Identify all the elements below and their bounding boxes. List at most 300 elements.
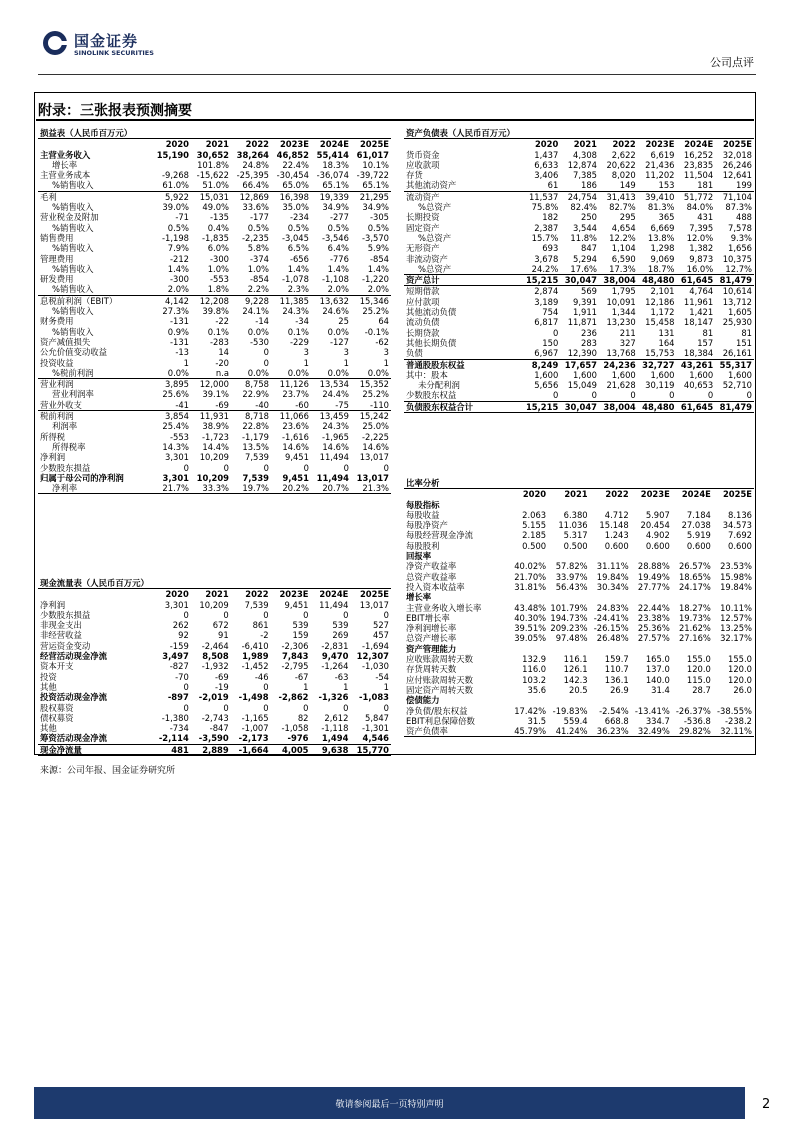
row-value: 0 xyxy=(343,702,349,713)
table-row xyxy=(38,180,391,191)
row-value: 0 xyxy=(669,390,675,401)
row-value: 19.49% xyxy=(637,571,670,582)
table-row xyxy=(38,442,391,452)
row-value: 10,091 xyxy=(606,296,636,307)
row-value: -38.55% xyxy=(717,705,752,716)
row-value: 5.907 xyxy=(645,509,670,520)
table-row xyxy=(404,530,754,540)
year-label: 2023E xyxy=(279,589,309,600)
row-value: 9,470 xyxy=(321,651,349,662)
row-value: 0.5% xyxy=(287,222,309,233)
table-row xyxy=(38,630,391,640)
row-value: -1,965 xyxy=(321,431,349,442)
row-value: 38,004 xyxy=(599,275,638,286)
row-value: 12.2% xyxy=(609,232,636,243)
row-value: 9,069 xyxy=(650,253,675,264)
row-value: 25.4% xyxy=(162,421,190,432)
row-value: 12,000 xyxy=(191,379,231,390)
row-value: 754 xyxy=(542,307,559,318)
ratio-analysis-table xyxy=(404,478,754,737)
row-value: 0 xyxy=(383,609,389,620)
row-value: 9,451 xyxy=(282,472,309,483)
table-row xyxy=(404,348,754,359)
row-value: 295 xyxy=(619,212,636,223)
table-row xyxy=(38,682,391,692)
row-value: 150 xyxy=(542,337,559,348)
row-value: 26.57% xyxy=(678,561,711,572)
row-label: 营运资金变动 xyxy=(40,640,91,651)
row-value: 0.600 xyxy=(728,540,752,551)
row-value: 334.7 xyxy=(645,715,670,726)
row-value: -39,722 xyxy=(356,170,389,181)
table-row xyxy=(404,520,754,530)
row-value: 45.79% xyxy=(508,726,549,737)
table-row xyxy=(404,160,754,170)
row-label: EBIT增长率 xyxy=(406,612,450,623)
row-value: 23.53% xyxy=(720,561,752,572)
row-value: 0.0% xyxy=(327,326,349,337)
table-row xyxy=(404,317,754,327)
row-value: 0.600 xyxy=(645,540,670,551)
row-value: 40.02% xyxy=(514,561,547,572)
row-value: 6,619 xyxy=(650,149,675,160)
row-value: -1,030 xyxy=(362,661,389,672)
row-value: 43.48% xyxy=(514,602,547,613)
row-value: 10.1% xyxy=(362,159,389,170)
table-row xyxy=(404,541,754,551)
row-value: 3 xyxy=(343,347,349,358)
row-value xyxy=(713,592,754,602)
row-value: 4,764 xyxy=(689,286,714,297)
row-value: -9,268 xyxy=(162,170,190,181)
row-label: 税前利润 xyxy=(38,411,151,422)
row-value: 15,352 xyxy=(351,379,391,390)
table-row xyxy=(404,675,754,685)
row-value: 18,384 xyxy=(683,348,714,359)
row-value: 22.9% xyxy=(242,389,269,400)
table-row xyxy=(38,473,391,483)
row-value: 51,772 xyxy=(676,191,715,202)
row-value: 24,754 xyxy=(560,191,599,202)
row-value: -3,546 xyxy=(321,232,349,243)
row-label: %销售收入 xyxy=(52,222,94,233)
row-value: 11,494 xyxy=(319,452,349,463)
row-value: -13 xyxy=(175,347,190,358)
row-value: 2.3% xyxy=(287,284,309,295)
year-label: 2020 xyxy=(165,139,190,150)
year-row xyxy=(404,489,754,500)
row-value: -1,326 xyxy=(318,692,349,703)
row-value: 22.4% xyxy=(282,159,309,170)
row-label: 非流动资产 xyxy=(406,253,448,264)
row-value: 668.8 xyxy=(604,715,629,726)
row-label: 货币资金 xyxy=(406,149,440,160)
row-value: 132.9 xyxy=(522,654,547,665)
row-value: 23.38% xyxy=(637,612,670,623)
row-value: 847 xyxy=(581,243,598,254)
row-value: 43,261 xyxy=(676,359,715,370)
row-value: -75 xyxy=(335,399,349,410)
row-label: 息税前利润（EBIT） xyxy=(38,295,151,306)
row-value: 11,066 xyxy=(271,411,311,422)
row-value: 1.4% xyxy=(287,263,309,274)
table-row xyxy=(38,723,391,733)
row-label: 每股经营现金净流 xyxy=(406,530,473,541)
row-value: 17.3% xyxy=(609,263,636,274)
row-value: 1,911 xyxy=(573,307,598,318)
row-value: 2,101 xyxy=(650,286,675,297)
row-value: 1,989 xyxy=(242,651,269,662)
table-row xyxy=(404,264,754,275)
row-value: 1,494 xyxy=(321,733,349,744)
table-header-row xyxy=(404,478,754,489)
appendix-title: 附录：三张报表预测摘要 xyxy=(38,103,192,119)
row-value: -36,074 xyxy=(316,170,349,181)
row-value: 1.243 xyxy=(604,530,629,541)
row-value: 25,930 xyxy=(722,317,752,328)
row-value: 18,147 xyxy=(683,317,714,328)
row-value: 0 xyxy=(183,462,190,473)
year-row xyxy=(38,589,391,600)
row-value: 9,451 xyxy=(284,599,309,610)
row-value: -60 xyxy=(295,399,309,410)
table-row xyxy=(38,400,391,411)
row-value: 92 xyxy=(178,630,189,641)
row-value: -3,045 xyxy=(281,232,309,243)
row-value: -19 xyxy=(215,681,229,692)
row-value: 9,228 xyxy=(231,295,271,306)
year-label: 2020 xyxy=(534,139,559,150)
table-row xyxy=(38,421,391,431)
row-value: 34.9% xyxy=(322,202,349,213)
row-value xyxy=(508,500,549,510)
row-value: 9,638 xyxy=(311,744,351,755)
table-row xyxy=(404,328,754,338)
row-value: 2.0% xyxy=(367,284,389,295)
row-value: 21.7% xyxy=(151,483,191,494)
row-value: -3,590 xyxy=(198,733,229,744)
row-value: 0.1% xyxy=(207,326,229,337)
row-value: 0.500 xyxy=(563,540,588,551)
row-label: 净负债/股东权益 xyxy=(406,705,468,716)
row-value: 20.454 xyxy=(640,520,670,531)
row-label: 流动资产 xyxy=(404,191,522,202)
year-label: 2020 xyxy=(522,489,547,500)
row-value: -1,835 xyxy=(202,232,229,243)
row-value: 15.148 xyxy=(599,520,629,531)
row-value: 13,017 xyxy=(359,452,389,463)
row-value: 32.17% xyxy=(720,633,752,644)
row-value: 8,758 xyxy=(231,379,271,390)
row-value: 28.7 xyxy=(692,684,711,695)
row-value: 11,202 xyxy=(645,170,675,181)
table-row xyxy=(404,150,754,160)
row-value: 36.23% xyxy=(590,726,631,737)
table-row xyxy=(404,390,754,401)
row-value: 155.0 xyxy=(728,654,752,665)
row-value: 120.0 xyxy=(728,674,752,685)
row-value: -24.41% xyxy=(593,612,629,623)
row-value: 1.8% xyxy=(207,284,229,295)
row-value: 5.317 xyxy=(563,530,588,541)
row-value: 5.9% xyxy=(367,243,389,254)
row-label: 每股股利 xyxy=(406,540,440,551)
row-value: 27.038 xyxy=(681,520,711,531)
row-value: 1.0% xyxy=(207,263,229,274)
row-value: 9.3% xyxy=(730,232,752,243)
row-value: 27.16% xyxy=(678,633,711,644)
row-value: 5,847 xyxy=(365,712,389,723)
row-value: 87.3% xyxy=(725,202,752,213)
logo-text-en: SINOLINK SECURITIES xyxy=(74,49,154,57)
row-value xyxy=(631,695,672,705)
row-value: 91 xyxy=(218,630,229,641)
row-value: 0.0% xyxy=(247,367,269,378)
row-value: 11,126 xyxy=(271,379,311,390)
row-label: 增长率 xyxy=(406,592,432,603)
table-row xyxy=(404,633,754,643)
table-row xyxy=(38,651,391,661)
row-label: 负债 xyxy=(406,348,423,359)
row-value: 3,406 xyxy=(534,170,559,181)
row-label: 营业利润率 xyxy=(52,389,94,400)
year-label: 2023E xyxy=(645,139,675,150)
row-value: 33.3% xyxy=(191,483,231,494)
row-value: 39.0% xyxy=(162,202,190,213)
year-label: 2025E xyxy=(722,139,752,150)
row-value: 13,534 xyxy=(311,379,351,390)
row-value: 16.0% xyxy=(686,263,714,274)
year-label: 2020 xyxy=(165,589,189,600)
row-value: 1 xyxy=(303,357,309,368)
table-row xyxy=(38,368,391,379)
row-label: 研发费用 xyxy=(40,274,74,285)
row-value: 0.0% xyxy=(167,367,190,378)
row-value: 13,768 xyxy=(606,348,636,359)
row-value: 0.0% xyxy=(367,367,389,378)
row-value: 159.7 xyxy=(604,654,629,665)
row-value: 861 xyxy=(252,620,269,631)
row-value: 49.0% xyxy=(202,202,229,213)
row-label: 总资产收益率 xyxy=(406,571,457,582)
row-value: 24.83% xyxy=(596,602,629,613)
row-value: 39.8% xyxy=(202,306,229,317)
table-row xyxy=(38,379,391,390)
row-value xyxy=(508,644,549,654)
year-label: 2021 xyxy=(573,139,598,150)
row-value: 65.0% xyxy=(282,180,309,191)
row-value: -1,380 xyxy=(161,712,189,723)
table-row xyxy=(404,613,754,623)
row-value: 31.5 xyxy=(527,715,547,726)
row-label: 净利率 xyxy=(38,483,151,494)
row-value: 4,308 xyxy=(573,149,598,160)
balance-sheet-table xyxy=(404,128,754,413)
row-value: -19.83% xyxy=(552,705,588,716)
row-value: 19.84% xyxy=(720,581,752,592)
row-value: 12,307 xyxy=(356,651,389,662)
row-value: 14 xyxy=(218,347,229,358)
table-row xyxy=(38,389,391,399)
row-value: 81 xyxy=(741,327,752,338)
row-value: -656 xyxy=(289,253,309,264)
row-value: 672 xyxy=(212,620,229,631)
row-value: 569 xyxy=(581,286,598,297)
row-value: 5,922 xyxy=(151,191,191,202)
row-label: 净利润 xyxy=(40,452,66,463)
row-value: -1,118 xyxy=(321,723,349,734)
row-value: 0.4% xyxy=(207,222,229,233)
row-label: 其他 xyxy=(40,723,57,734)
row-value: 81.3% xyxy=(647,202,675,213)
row-value: 19.7% xyxy=(231,483,271,494)
row-value: 18.27% xyxy=(678,602,711,613)
row-value: 0 xyxy=(263,609,269,620)
row-value: 39.1% xyxy=(202,389,229,400)
row-value: n.a xyxy=(215,367,229,378)
row-value: 24.4% xyxy=(322,389,349,400)
row-value: 0 xyxy=(263,347,269,358)
row-value: 1,600 xyxy=(611,369,636,380)
table-row xyxy=(38,150,391,160)
table-row xyxy=(38,641,391,651)
row-value: 6.380 xyxy=(563,509,588,520)
row-value: 0 xyxy=(707,390,714,401)
row-value xyxy=(713,500,754,510)
row-value: -131 xyxy=(170,336,190,347)
row-value xyxy=(590,592,631,602)
row-value: -2,862 xyxy=(278,692,309,703)
row-label: 存货 xyxy=(406,170,423,181)
row-value: -0.1% xyxy=(364,326,389,337)
row-value: 55,414 xyxy=(316,149,349,160)
row-value: 0 xyxy=(303,702,309,713)
row-value: -553 xyxy=(170,431,190,442)
row-value: 0.5% xyxy=(367,222,389,233)
row-value: 0 xyxy=(263,462,269,473)
row-value: -1,058 xyxy=(281,723,309,734)
row-value xyxy=(631,500,672,510)
row-value: 8.136 xyxy=(728,509,752,520)
row-value: 1 xyxy=(343,357,349,368)
year-label: 2025E xyxy=(359,139,389,150)
row-value: 0.5% xyxy=(167,222,190,233)
row-value: 32.11% xyxy=(713,726,754,737)
row-value: 236 xyxy=(581,327,598,338)
row-value: 131 xyxy=(658,327,675,338)
row-value: 4,654 xyxy=(611,222,636,233)
row-value: 1,600 xyxy=(573,369,598,380)
row-value: 15,458 xyxy=(645,317,675,328)
row-value: 56.43% xyxy=(555,581,588,592)
row-value: 116.0 xyxy=(522,664,547,675)
row-value: 84.0% xyxy=(686,202,714,213)
row-value: -1,932 xyxy=(201,661,229,672)
year-label: 2025E xyxy=(359,589,389,600)
row-value: 3 xyxy=(303,347,309,358)
table-row xyxy=(38,264,391,274)
row-value: 26.48% xyxy=(596,633,629,644)
row-value: 0 xyxy=(630,390,636,401)
row-value: 0.5% xyxy=(247,222,269,233)
table-row xyxy=(404,510,754,520)
row-value: -536.8 xyxy=(683,715,711,726)
row-label: 销售费用 xyxy=(40,232,74,243)
row-value: 116.1 xyxy=(563,654,588,665)
row-value: 262 xyxy=(172,620,189,631)
year-label: 2025E xyxy=(722,489,752,500)
row-value: 27.57% xyxy=(637,633,670,644)
row-value: 11,961 xyxy=(683,296,714,307)
table-row xyxy=(38,358,391,368)
row-value: 32,727 xyxy=(638,359,677,370)
row-value: 57.82% xyxy=(555,561,588,572)
row-value: 0.1% xyxy=(287,326,309,337)
table-row xyxy=(38,254,391,264)
table-row xyxy=(38,233,391,243)
row-value: 1,795 xyxy=(611,286,636,297)
row-label: 主营业务收入 xyxy=(40,149,91,160)
row-value: 9,873 xyxy=(689,253,714,264)
table-row xyxy=(38,703,391,713)
row-label: 固定资产周转天数 xyxy=(406,684,473,695)
row-value: 4,005 xyxy=(271,744,311,755)
row-value: 30,652 xyxy=(196,149,229,160)
year-label: 2023E xyxy=(279,139,309,150)
row-value: 97.48% xyxy=(555,633,588,644)
table-row xyxy=(404,170,754,180)
row-value: -2,831 xyxy=(321,640,349,651)
row-label: 少数股东权益 xyxy=(406,390,457,401)
row-value: -25,395 xyxy=(236,170,269,181)
row-label: 应收账款周转天数 xyxy=(406,654,473,665)
row-value: 1,421 xyxy=(689,307,714,318)
row-value: 7,539 xyxy=(245,452,269,463)
row-value: 48,480 xyxy=(638,401,677,412)
row-value: 1,605 xyxy=(728,307,752,318)
row-value: 22.44% xyxy=(637,602,670,613)
row-value: 13,632 xyxy=(311,295,351,306)
row-value: -69 xyxy=(215,671,229,682)
row-value: 140.0 xyxy=(645,674,670,685)
row-value: 5.919 xyxy=(686,530,711,541)
row-value: 7,395 xyxy=(689,222,714,233)
row-label: 投资活动现金净流 xyxy=(40,692,107,703)
row-value: 527 xyxy=(373,620,389,631)
row-value: 31,413 xyxy=(599,191,638,202)
row-value: 21.62% xyxy=(678,623,711,634)
row-value: 10,614 xyxy=(722,286,752,297)
table-row xyxy=(404,716,754,726)
row-label: 所得税 xyxy=(40,431,66,442)
row-label: 毛利 xyxy=(38,191,151,202)
row-value: 48,480 xyxy=(638,275,677,286)
row-value: 539 xyxy=(332,620,349,631)
row-value: 10,375 xyxy=(722,253,752,264)
table-row xyxy=(404,233,754,243)
row-label: 归属于母公司的净利润 xyxy=(40,472,124,483)
row-value: -15,622 xyxy=(196,170,229,181)
row-value: 4.712 xyxy=(604,509,629,520)
row-value: 5.8% xyxy=(247,243,269,254)
row-value: 3,854 xyxy=(151,411,191,422)
table-title: 资产负债表（人民币百万元） xyxy=(404,128,522,139)
row-label: 净利润增长率 xyxy=(406,623,457,634)
row-value: 25.0% xyxy=(362,421,389,432)
row-value: 4,546 xyxy=(362,733,389,744)
row-value: 81 xyxy=(702,327,714,338)
row-value: 7,539 xyxy=(244,599,269,610)
